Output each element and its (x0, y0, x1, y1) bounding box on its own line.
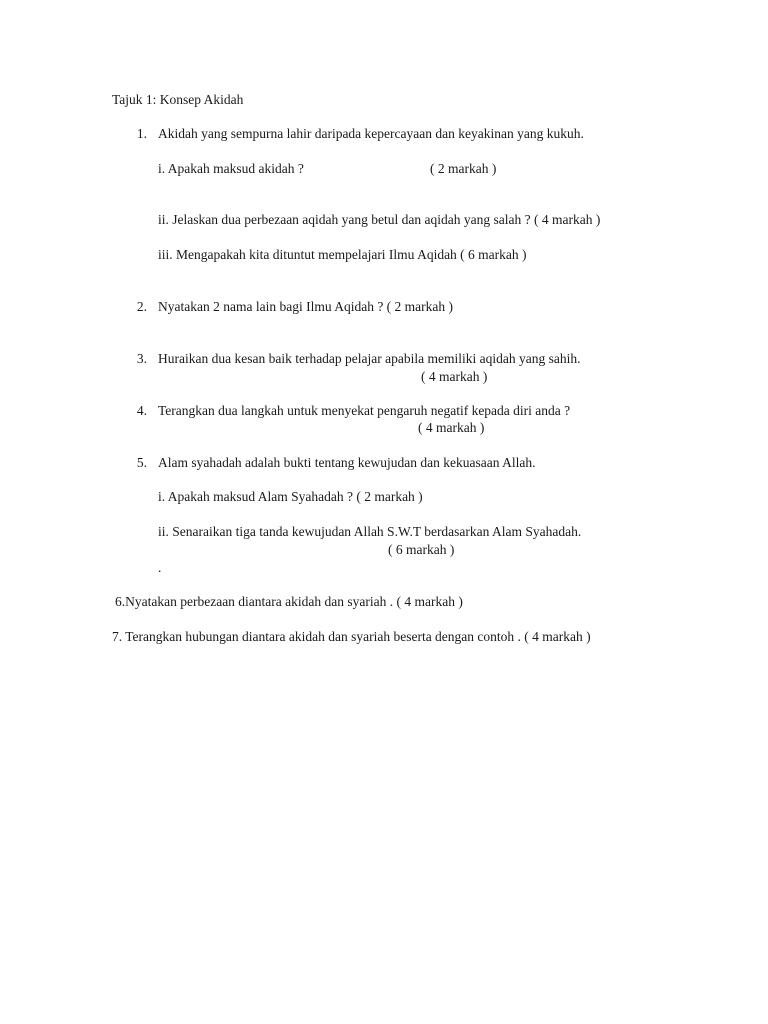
question-text: Terangkan dua langkah untuk menyekat pengaruh negatif kepada diri anda ? (158, 403, 571, 418)
question-number: 4. (136, 403, 147, 418)
stray-mark: . (158, 560, 162, 575)
question-marks: ( 4 markah ) (421, 369, 488, 384)
question-7: 7. Terangkan hubungan diantara akidah dan syariah beserta dengan contoh . ( 4 markah ) (112, 629, 591, 644)
question-number: 5. (136, 455, 147, 470)
sub-question-iii: iii. Mengapakah kita dituntut mempelajari Ilmu Aqidah ( 6 markah ) (158, 247, 527, 262)
question-6: 6.Nyatakan perbezaan diantara akidah dan syariah . ( 4 markah ) (115, 594, 463, 609)
question-text: Alam syahadah adalah bukti tentang kewujudan dan kekuasaan Allah. (158, 455, 536, 470)
sub-question-marks: ( 6 markah ) (388, 542, 455, 557)
question-number: 1. (136, 126, 147, 141)
sub-question-ii: ii. Jelaskan dua perbezaan aqidah yang betul dan aqidah yang salah ? ( 4 markah ) (158, 212, 601, 227)
sub-question-ii: ii. Senaraikan tiga tanda kewujudan Allah S.W.T berdasarkan Alam Syahadah. (158, 524, 582, 539)
page-title: Tajuk 1: Konsep Akidah (112, 92, 244, 107)
question-marks: ( 4 markah ) (418, 420, 485, 435)
sub-question-marks: ( 2 markah ) (430, 161, 497, 176)
question-number: 2. (136, 299, 147, 314)
question-number: 3. (136, 351, 147, 366)
question-text: Akidah yang sempurna lahir daripada kepercayaan dan keyakinan yang kukuh. (158, 126, 584, 141)
question-text: Nyatakan 2 nama lain bagi Ilmu Aqidah ? ( 2 markah ) (158, 299, 454, 314)
sub-question-i: i. Apakah maksud akidah ? (158, 161, 304, 176)
sub-question-i: i. Apakah maksud Alam Syahadah ? ( 2 markah ) (158, 489, 423, 504)
question-text: Huraikan dua kesan baik terhadap pelajar apabila memiliki aqidah yang sahih. (158, 351, 581, 366)
